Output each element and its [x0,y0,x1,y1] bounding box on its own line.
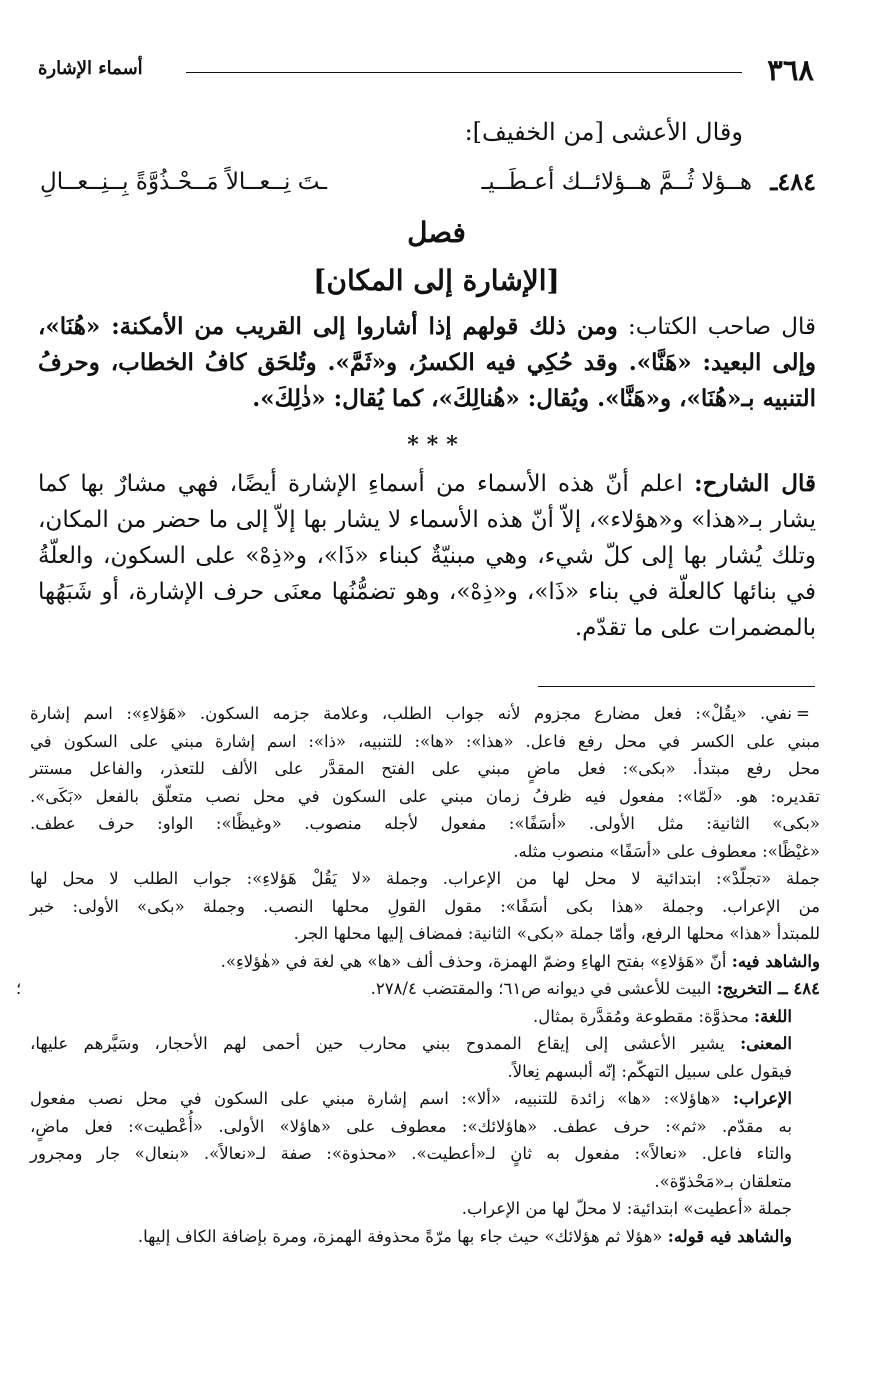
section-title: [الإشارة إلى المكان] [313,264,560,297]
footnote-line [30,810,820,838]
footnote-line [30,920,820,948]
footnote-line [30,728,820,756]
footnote-line [30,1113,820,1141]
footnote-text: أنّ «هَؤلاءِ» بفتح الهاءِ وضمّ الهمزة، وحذف ألف «ها» هي لغة في «هٰؤلاءِ». [220,951,727,971]
footnote-text: فيقول على سبيل التهكّم: إنّه ألبسهم نِعالاً. [507,1061,792,1081]
commentary-text: اعلم أنّ هذه الأسماء من أسماءِ الإشارة أيضًا، فهي مشارٌ بها كما يشار بـ«هذا» و«هؤلاء»، إلاّ أنّ هذه الأسماء لا يشار بها إلاّ إلى ما حضر من المكان، وتلك يُشار بها إلى كلّ شيء، وهي مبنيّةٌ كبناء «ذَا»، و«ذِهْ» على السكون، والعلّةُ في بنائها كالعلّة في بناء «ذَا»، و«ذِهْ»، وهو تضمُّنُها معنَى حرف الإشارة، أو شَبَهُها بالمضمرات على ما تقدّم. [38,471,816,641]
footnote-text: والتاء فاعل. «نعالاً»: مفعول به ثانٍ لـ«أعطيت». «محذوة»: صفة لـ«نعالاً». «بنعال» جار ومجرور [30,1144,792,1163]
footnote-text: «هاؤلا»: «ها» زائدة للتنبيه، «ألا»: اسم إشارة مبني على السكون في محل نصب مفعول [30,1089,721,1108]
page-header [38,52,814,88]
footnote-line [30,1168,820,1196]
commentary-paragraph [38,466,816,646]
footnote-key: المعنى: [740,1034,793,1053]
footnote-text: متعلقان بـ«مَحْذوّة». [654,1171,792,1191]
footnote-text: مبني على الكسر في محل رفع فاعل. «هذا»: «ها»: للتنبيه، «ذا»: اسم إشارة مبني على السكون في [30,731,820,751]
footnote-text: «بكى» الثانية: مثل الأولى. «أسَفًا»: مفعول لأجله منصوب. «وغيظًا»: الواو: حرف عطف. [30,814,820,833]
footnote-line [30,838,820,866]
footnote-text: للمبتدأ «هذا» محلها الرفع، وأمّا جملة «بكى» الثانية: فمضاف إليها محلها الجر. [293,924,820,943]
footnote-rule [538,686,815,687]
footnote-text: من الإعراب. وجملة «هذا بكى أسَفًا»: مقول القولِ محلها النصب. وجملة «بكى» الأولى: خبر [30,896,820,916]
header-rule [186,72,742,73]
page-number: ٣٦٨ [767,53,814,87]
verse-intro: وقال الأعشى [من الخفيف]: [464,118,743,146]
footnote-line [30,755,820,783]
footnote-line [30,783,820,811]
verse-number: ٤٨٤ـ [770,167,816,196]
footnote-text: «غيْظًا»: معطوف على «أسَفًا» منصوب مثله. [513,841,820,861]
footnote-text: محذوَّة: مقطوعة ومُقدَّرة بمثال. [532,1006,749,1026]
continuation-mark: = [796,704,810,723]
verse-first-hemistich: هــؤلا ثُــمَّ هــؤلائــك أعـطَــيـ [481,169,752,195]
footnote-line [16,975,820,1003]
footnote-text: البيت للأعشى في ديوانه ص٦١؛ والمقتضب ٢٧٨/٤. [370,979,712,998]
footnotes [16,700,820,1250]
footnote-text: محل رفع مبتدأ. «بكى»: فعل ماضٍ مبني على الفتح المقدَّر على الألف للتعذر، والفاعل مستتر [30,759,820,778]
footnote-line [30,1058,820,1086]
footnote-line [30,893,820,921]
footnote-line [30,948,820,976]
footnote-key: الإعراب: [732,1089,793,1108]
poetry-verse [40,160,816,204]
author-paragraph [38,309,816,417]
footnote-line [30,865,820,893]
footnote-key: والشاهد فيه: [731,951,820,971]
footnote-text: به مقدّم. «ثم»: حرف عطف. «هاؤلائك»: معطوف على «هاؤلا» الأولى. «أُعْطيت»: فعل ماضٍ، [30,1116,792,1136]
footnote-text: يشير الأعشى إلى إيقاع الممدوح ببني محارب حين أحمى لهم الأحجار، وسَيَّرهم عليها، [30,1034,725,1053]
commentator-label: قال الشارح: [694,470,817,497]
footnote-line [30,1003,820,1031]
footnote-line [30,1195,820,1223]
author-label: قال صاحب الكتاب: [628,314,817,340]
footnote-key: اللغة: [754,1006,792,1026]
footnote-line [30,700,820,728]
footnote-line [30,1223,820,1251]
footnote-text: تقديره: هو. «لَمّا»: مفعول فيه ظرفُ زمان مبني على السكون في محل نصب متعلّق بالفعل «بَكَى». [30,786,820,806]
footnote-line [30,1085,820,1113]
footnote-line [30,1140,820,1168]
footnote-line [30,1030,820,1058]
footnote-text: نفي. «يقُلْ»: فعل مضارع مجزوم لأنه جواب الطلب، وعلامة جزمه السكون. «هَؤلاءِ»: اسم إشارة [30,704,792,723]
running-title: أسماء الإشارة [38,58,143,79]
chapter-heading: فصل [407,216,466,249]
footnote-text: جملة «أعطيت» ابتدائية: لا محلّ لها من الإعراب. [461,1199,792,1218]
footnote-key: ٤٨٤ ــ التخريج: [716,979,820,998]
footnote-text: «هؤلا ثم هؤلائك» حيث جاء بها مرّةً محذوفة الهمزة، ومرة بإضافة الكاف إليها. [137,1226,663,1246]
author-text: ومن ذلك قولهم إذا أشاروا إلى القريب من الأمكنة: «هُنَا»، وإلى البعيد: «هَنَّا». وقد حُكِي فيه الكسرُ، و«ثَمَّ». وتُلحَق كافُ الخطاب، وحرفُ التنبيه بـ«هُنَا»، و«هَنَّا». ويُقال: «هُنالِكَ»، كما يُقال: «ذٰلِكَ». [38,313,816,412]
verse-second-hemistich: ـتَ نِــعــالاً مَــحْـذُوَّةً بِــنِــعــالِ [40,169,328,195]
footnote-text: جملة «تجلّدْ»: ابتدائية لا محل لها من الإعراب. وجملة «لا يَقُلْ هَؤلاءِ»: جواب الطلب لا محل لها [30,869,820,888]
footnote-key: والشاهد فيه قوله: [667,1226,792,1246]
section-separator: *** [407,432,466,458]
margin-mark: ؛ [16,979,22,998]
